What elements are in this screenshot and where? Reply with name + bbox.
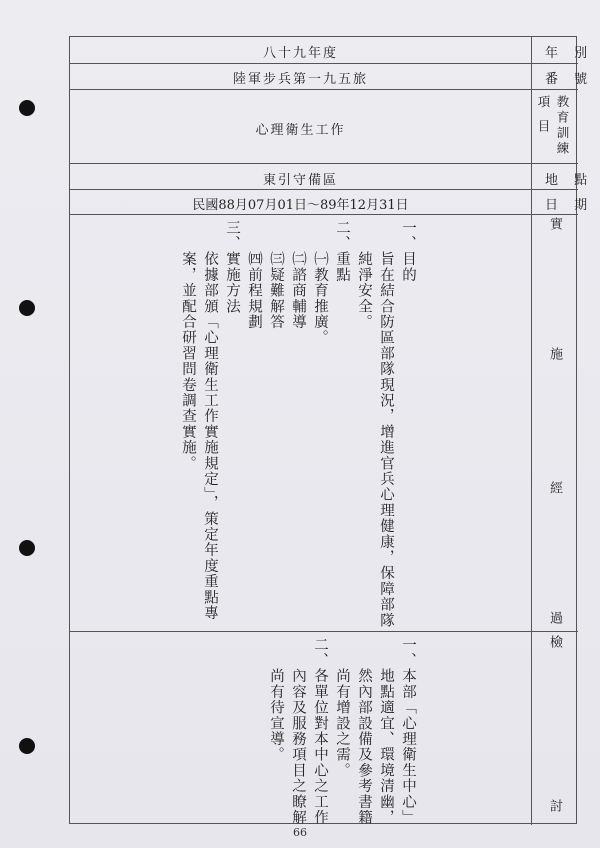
- date-label: 日 期: [545, 198, 594, 213]
- process-line: 旨在結合防區部隊現況，增進官兵心理健康，保障部隊: [378, 220, 394, 629]
- binder-hole: [19, 540, 35, 556]
- process-label-mid: 施: [547, 347, 562, 360]
- review-label-top: 檢: [547, 635, 562, 648]
- process-label-top: 實: [547, 217, 562, 230]
- process-line: 二、重點: [334, 220, 350, 283]
- column-divider: [531, 37, 532, 825]
- process-line: ㈠教育推廣。: [312, 220, 328, 346]
- item-label-b: 教育訓練: [555, 95, 570, 157]
- process-line: 三、實施方法: [224, 220, 240, 315]
- row-divider: [70, 189, 578, 190]
- review-line: 一、本部「心理衛生中心」: [400, 637, 416, 826]
- row-divider: [70, 214, 578, 215]
- page-number: 66: [293, 826, 307, 839]
- process-line: 案，並配合研習問卷調查實施。: [180, 220, 196, 472]
- process-label-low: 經: [547, 481, 562, 494]
- unit-number-value: 陸軍步兵第一九五旅: [232, 72, 368, 87]
- process-line: ㈡諮商輔導: [290, 220, 306, 330]
- item-label-a: 項目: [536, 95, 551, 144]
- review-line: 內容及服務項目之瞭解: [290, 637, 306, 826]
- location-value: 東引守備區: [262, 173, 338, 188]
- binder-hole: [19, 100, 35, 116]
- review-line: 地點適宜、環境清幽，: [378, 637, 394, 826]
- row-divider: [70, 163, 578, 164]
- location-label: 地 點: [545, 173, 594, 188]
- process-line: ㈢疑難解答: [268, 220, 284, 330]
- process-line: 純淨安全。: [356, 220, 372, 330]
- year-label: 年 別: [545, 46, 594, 61]
- review-line: 尚有增設之需。: [334, 637, 350, 779]
- record-form: [69, 36, 594, 826]
- review-line: 然內部設備及參考書籍: [356, 637, 372, 826]
- row-divider: [70, 631, 578, 632]
- review-line: 二、各單位對本中心之工作: [312, 637, 328, 826]
- row-divider: [70, 63, 578, 64]
- row-divider: [70, 89, 578, 90]
- binder-hole: [19, 738, 35, 754]
- date-value: 民國88月07月01日～89年12月31日: [192, 198, 409, 213]
- process-line: ㈣前程規劃: [246, 220, 262, 330]
- process-line: 依據部頒「心理衛生工作實施規定」，策定年度重點專: [202, 220, 218, 621]
- item-value: 心理衛生工作: [255, 123, 346, 138]
- year-value: 八十九年度: [262, 46, 338, 61]
- unit-number-label: 番 號: [545, 72, 594, 87]
- process-line: 一、目的: [400, 220, 416, 283]
- review-line: 尚有待宣導。: [268, 637, 284, 763]
- process-label-bottom: 過: [547, 611, 562, 624]
- binder-hole: [19, 300, 35, 316]
- review-label-bottom: 討: [547, 799, 562, 812]
